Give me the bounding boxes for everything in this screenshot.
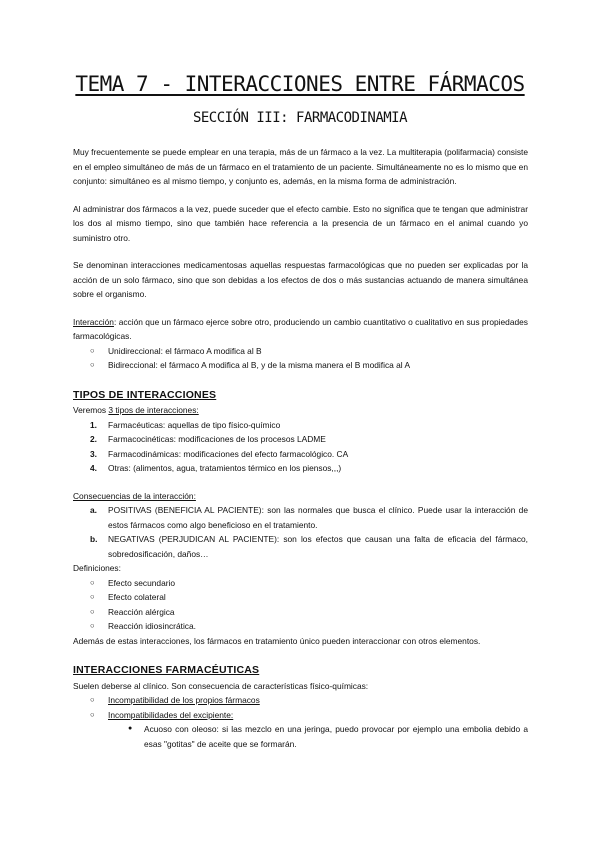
circle-bullet-icon: ○ [90, 621, 95, 630]
circle-bullet-icon: ○ [90, 360, 95, 369]
document-title: TEMA 7 - INTERACCIONES ENTRE FÁRMACOS [75, 72, 525, 96]
filled-bullet-icon: ● [128, 725, 133, 732]
farmaceuticas-intro: Suelen deberse al clínico. Son consecuencia de características físico-químicas: [73, 680, 369, 691]
circle-bullet-icon: ○ [90, 345, 95, 355]
list-item: ○ Reacción alérgica [73, 605, 528, 620]
consequences-label: Consecuencias de la interacción: [73, 490, 196, 501]
farmaceuticas-list [73, 693, 528, 751]
paragraph-administrar: Al administrar dos fármacos a la vez, puede suceder que el efecto cambie. Esto no significa que te tengan que administrar los dos al mismo tiempo, sino que también hace referencia a la presencia de un fármaco en el animal cuando yo suministro otro. [73, 203, 528, 243]
heading-interacciones-farmaceuticas: INTERACCIONES FARMACÉUTICAS [73, 664, 260, 676]
circle-bullet-icon: ○ [90, 577, 95, 587]
tipos-list [73, 418, 528, 476]
heading-tipos-interacciones: TIPOS DE INTERACCIONES [73, 388, 217, 401]
interaccion-text: : acción que un fármaco ejerce sobre otro, produciendo un cambio cuantitativo o cualitativo en sus propiedades farmacológicas. [73, 316, 528, 341]
circle-bullet-icon: ○ [90, 695, 95, 704]
section-subtitle: SECCIÓN III: FARMACODINAMIA [192, 110, 408, 126]
list-item: 3. Farmacodinámicas: modificaciones del efecto farmacológico. CA [90, 448, 349, 459]
list-item: ○ Efecto secundario [73, 576, 528, 591]
circle-bullet-icon: ○ [90, 592, 95, 601]
list-item: ○ Incompatibilidades del excipiente: [73, 708, 528, 723]
paragraph-interacciones-definicion: Se denominan interacciones medicamentosas aquellas respuestas farmacológicas que no pueden ser explicadas por la acción de un solo fármaco, sino que son debidas a los efectos de dos o más sustancias actuando de manera simultánea sobre el organismo. [73, 260, 528, 299]
list-item: b. NEGATIVAS (PERJUDICAN AL PACIENTE): son los efectos que causan una falta de eficacia del fármaco, sobredosificación, daños… [90, 534, 528, 559]
interaction-direction-list [73, 344, 528, 373]
consequences-list [73, 503, 528, 561]
circle-bullet-icon: ○ [90, 606, 95, 616]
list-item: a. POSITIVAS (BENEFICIA AL PACIENTE): son las normales que busca el clínico. Puede usar la interacción de estos fármacos como algo beneficioso en el tratamiento. [90, 505, 528, 530]
definitions-list [73, 576, 528, 634]
list-item: 4. Otras: (alimentos, agua, tratamientos térmico en los piensos,,,) [90, 463, 342, 473]
list-item: ● Acuoso con oleoso: si las mezclo en una jeringa, puedo provocar por ejemplo una embolia debido a esas "gotitas" de aceite que se formarán. [128, 724, 528, 749]
circle-bullet-icon: ○ [90, 709, 95, 719]
list-item: 2. Farmacocinéticas: modificaciones de los procesos LADME [90, 434, 326, 444]
list-item: ○ Reacción idiosincrática. [73, 619, 528, 634]
list-item: ○ Unidireccional: el fármaco A modifica al B [73, 344, 528, 359]
definitions-label: Definiciones: [73, 563, 121, 573]
list-item: ○ Efecto colateral [73, 590, 528, 605]
interaccion-label: Interacción [73, 316, 114, 327]
list-item: ○ Incompatibilidad de los propios fármacos [73, 693, 528, 708]
paragraph-interaccion [73, 315, 528, 344]
document-body [73, 145, 528, 751]
list-item: 1. Farmacéuticas: aquellas de tipo físico-químico [90, 419, 281, 430]
tipos-intro: Veremos 3 tipos de interacciones: [73, 405, 199, 415]
paragraph-multiterapia: Muy frecuentemente se puede emplear en una terapia, más de un fármaco a la vez. La multiterapia (polifarmacia) consiste en el empleo simultáneo de más de un fármaco en el tratamiento de un paciente. Simultáneamente no es lo mismo que en conjunto: simultáneo es al mismo tiempo, y conjunto es, además, en la misma forma de administración. [73, 147, 528, 186]
list-item: ○ Bidireccional: el fármaco A modifica al B, y de la misma manera el B modifica al A [73, 358, 528, 373]
closing-paragraph: Además de estas interacciones, los fármacos en tratamiento único pueden interaccionar con otros elementos. [73, 635, 481, 646]
